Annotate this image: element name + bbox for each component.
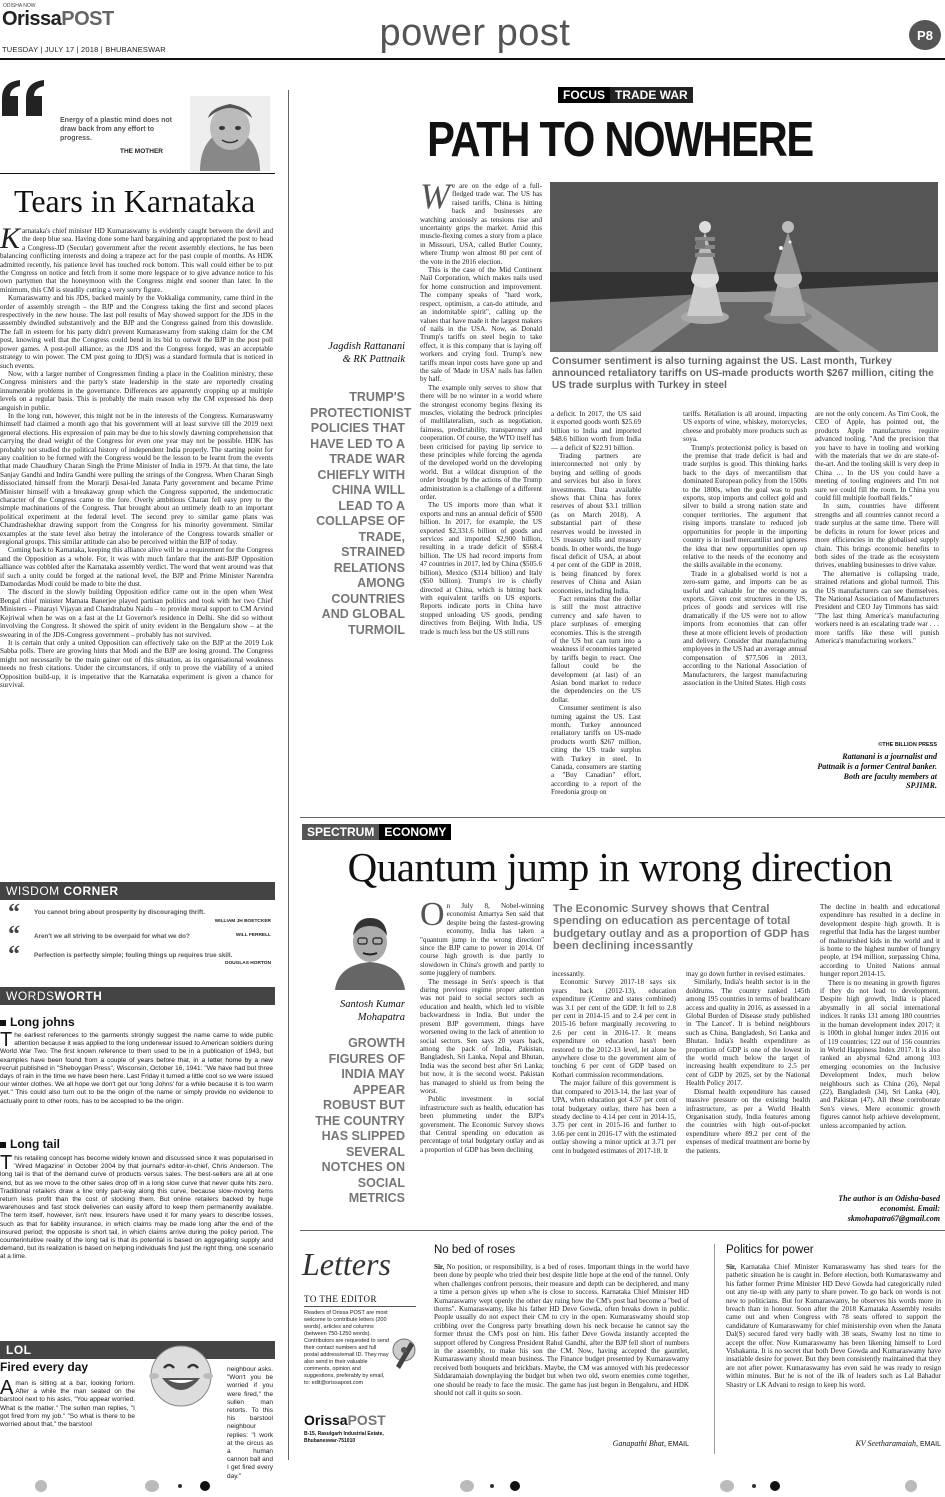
wordsworth-entry-2-title	[0, 1137, 60, 1151]
wordsworth-header	[0, 987, 275, 1005]
wisdom-item	[0, 922, 275, 948]
editorial-paragraph: Coming back to Karnataka, keeping this alliance alive will be a requirement for the Congress and the Opposition as a whole. For, it was with much fanfare that the anti-BJP Opposition alliance was cobbled after the Karnataka assembly verdict. The word that went around was that if such a unity could be forged at the national level, the BJP and Prime Minister Narendra Damodardas Modi could be made to bite the dust.	[0, 546, 273, 589]
second-col-2	[552, 970, 676, 1224]
editorial-body	[0, 222, 273, 855]
letter-signature	[726, 1439, 941, 1448]
second-highlight: The Economic Survey shows that Central spending on education as percentage of total budgetary outlay and as a proportion of GDP has been declining incessantly	[553, 903, 810, 953]
lol-body-right: neighbour asks. "Won't you be worried if you were fired," the sullen man retorts. To this his barstool neighbour replies: "I work at the circus as a human cannon ball and I get fired every day."	[227, 1366, 273, 1480]
portrait-photo	[190, 96, 270, 171]
section-rule	[300, 1230, 945, 1231]
second-paragraph: Public investment in social infrastructure such as health, education has been plummeting under the BJP's government. The Economic Survey shows that Central spending on education as percentage of total budgetary outlay and as a proportion of GDP has been declining	[420, 1095, 544, 1154]
lead-col-4	[815, 410, 939, 742]
tag-economy: ECONOMY	[379, 824, 451, 840]
second-col-4	[820, 903, 940, 1193]
lead-paragraph: Trading partners are interconnected not only by buying and selling of goods and services but also in forex investments. Data available shows that China has forex reserves of about $3.1 trillion (as on March 2018). A substantial part of these reserves would be invested in US treasury bills and treasury bonds. In other words, the huge fiscal deficit of USA, at about 4 per cent of the GDP in 2018, is being financed by forex reserves of China and Asian economies, including India.	[551, 452, 641, 595]
wordsworth-entry-1-title	[0, 1015, 75, 1029]
tag-trade-war: TRADE WAR	[610, 87, 693, 103]
second-col-1	[420, 896, 544, 1224]
editorial-paragraph: Now, with a larger number of Congressmen finding a place in the Coalition ministry, these Congress ministers and the party's state leadership in the state are reportedly creating innumerable problems in the governance. Differences are apparently cropping up at multiple levels on a regular basis. This is probably the main reason why the CM expressed his deep anguish in public.	[0, 369, 273, 412]
letter-signer: Ganapathi Bhat,	[612, 1439, 666, 1448]
registration-marks	[0, 1478, 945, 1494]
logo-tag: ODISHA NOW	[3, 3, 36, 9]
page-number-badge	[909, 20, 941, 50]
lead-paragraph: e are on the edge of a full-fledged trade war. The US has raised tariffs, China is hitting back and businesses are watching anxiously as tensions rise and uncertainty grips the market. Amid this muscle-flexing comes a story from a place in Missouri, USA, called Butler County, where Trump won almost 80 per cent of the vote in the 2016 election.	[420, 182, 542, 266]
letter-signature-suffix: EMAIL	[667, 1441, 689, 1448]
quote-marks-icon	[0, 78, 48, 123]
second-bio: The author is an Odisha-based economist. Email: skmohapatra67@gmail.com	[838, 1194, 940, 1223]
lead-paragraph: tariffs. Retaliation is all around, impacting US exports of wine, whiskey, motorcycles, cheese and probably more products such as soya.	[683, 410, 807, 444]
letter-text: No position, or responsibility, is a bed of roses. Important things in the world have been done by people who tried their best despite little hope at the end of the tunnel. Only when challenges confront persons, their measure and depth can be deciphered, and many a time a person gives up when s/he is close to success. Karnataka Chief Minister HD Kumaraswamy wept openly the other day ruing how the CM's post had become a "bed of thorns". Kumaraswamy, like his father HD Deve Gowda, often breaks down in public. People usually do not expect their CM to cry in the open. Kumaraswamy should stop cribbing over the Congress party breathing down his neck because he cannot say the former thrust the CM's post on him. His father Deve Gowda instantly accepted the support offered by Congress President Rahul Gandhi, after the BJP fell short of numbers in the assembly, to make his son the CM. Now, having accepted the gauntlet, Kumaraswamy should mean business. The Finance budget presented by Kumaraswamy received both bouquets and brickbats. Maybe, the CM was annoyed with his predecessor Siddaramaiah downplaying the budget but when two old, sworn enemies come together, one should be ready to face the music. The game has just begun in Bengaluru, and HDK should not call it quits so soon.	[434, 1263, 689, 1398]
letter-body	[434, 1263, 689, 1433]
letters-title: Letters	[302, 1246, 391, 1282]
editorial-paragraph: In the long run, however, this might not be in the interests of the Congress. Kumaraswamy himself had claimed a month ago that his government will at least survive till the 2019 next general elections. His expression of pain may be due to his slowly dawning comprehension that carrying the dead weight of the Congress for even one year may not be possible. HDK has probably not studied the political history of independent India properly. The starting point for any coalition to be formed with the Congress would be the lesson to be learnt from the events that made Chaudhury Charan Singh the Prime Minister of India in 1979. At that time, the late Sanjay Gandhi and Indira Gandhi were pulling the strings of the Congress. When Charan Singh dissociated himself from the Morarji Desai-led Janata Party government and became Prime Minister himself with a breakaway group which the Congress supported, the undemocratic character of the Congress came to the fore. Overly ambitious Charan fell easy prey to the simple machinations of the Congress. That brought about an untimely death to an important political experiment at the federal level. The second prey to similar game plans was Chandrashekhar drawing support from the Congress for his minority government. Similar examples at the state level also betray the intolerance of the Congress towards smaller or regional groups. This similar attitude can also be perceived within the BJP of today.	[0, 411, 273, 547]
lead-paragraph: Trade in a globalised world is not a zero-sum game, and imports can be as useful and valuable for the economy as exports. Given cost structures in the US, prices of goods and services will rise dramatically if the US were not to allow imports from economies that can offer these at more efficient levels of production and delivery. Consider that manufacturing employees in the US had an average annual compensation of $77,506 in 2013, according to the National Association of Manufacturers, the largest manufacturing association in the United States. High costs	[683, 569, 807, 687]
letters-address: B-15, Rasulgarh Industrial Estate, Bhubaneswar-751010	[304, 1431, 384, 1444]
letter-signer: KV Seetharamaiah,	[855, 1439, 918, 1448]
letters-box	[300, 1236, 420, 1456]
wordsworth-entry-2-text	[0, 1152, 273, 1323]
second-paragraph: may go down further in revised estimates.	[686, 970, 806, 978]
wisdom-header-a: WISDOM	[6, 884, 60, 898]
wisdom-author: WILLIAM JH BOETCKER	[214, 919, 271, 924]
dateline: TUESDAY | JULY 17 | 2018 | BHUBANESWAR	[2, 45, 166, 54]
author-photo	[330, 910, 410, 990]
letter-lead: Sir,	[434, 1263, 445, 1271]
section-rule	[300, 817, 945, 818]
left-rule-1	[0, 173, 275, 174]
author-name: Mohapatra	[357, 1012, 405, 1023]
logo-prefix: Orissa	[304, 1412, 348, 1428]
lead-col-2	[551, 410, 641, 797]
square-bullet-icon	[0, 1020, 6, 1026]
author-name: & RK Pattnaik	[342, 354, 405, 365]
lol-text-right	[137, 1366, 273, 1480]
reg-mark-black	[510, 1481, 520, 1491]
wordsworth-header-b: WORTH	[54, 989, 103, 1003]
second-headline: Quantum jump in wrong direction	[347, 844, 893, 890]
letter-1	[434, 1244, 689, 1454]
lead-bio: Rattanani is a journalist and Pattnaik is a former Central banker. Both are faculty members at SPJIMR.	[817, 752, 937, 791]
letter-signature-suffix: EMAIL	[919, 1441, 941, 1448]
reg-mark-grey	[905, 1480, 917, 1492]
second-author	[300, 998, 405, 1024]
quote-icon: “	[8, 900, 20, 926]
quote-text: Energy of a plastic mind does not draw back from any effort to progress.	[60, 117, 173, 142]
reg-mark-grey	[720, 1480, 734, 1492]
editorial-paragraph: The discord in the slowly building Opposition edifice came out in the open when West Bengal chief minister Mamata Banerjee played partisan politics and took with her two Chief Ministers – Pinarayi Vijayan and Chandrababu Naidu – to provide moral support to CM Arvind Kejriwal when he was on a fast at the Lt Governor's residence in Delhi. She did so without involving the Congress. It showed the spirit of unity evident in the Bengaluru show – at the swearing in of the JDS-Congress government – probably has not survived.	[0, 588, 273, 639]
wordsworth-entry-1-text	[0, 1029, 273, 1132]
lead-paragraph: The example only serves to show that there will be no winner in a world where the strongest economy begins flexing its muscles, violating the bedrock principles of multilateralism, such as negotiation, fairness, predictability, transparency and cooperation. Of course, the WTO itself has been criticised for paying lip service to these principles while forcing the agenda of the developed world on the developing world. But a wildcat disruption of the order brought by the actions of the Trump administration is a challenge of a different order.	[420, 383, 542, 502]
lead-paragraph: Fact remains that the dollar is still the most attractive currency and safe haven to place surpluses of emerging economies. This is the strength of the US but can turn into a weakness if economies targeted by tariffs begin to react. One fallout could be the development (at last) of an Asian bond market to reduce the dependencies on the US dollar.	[551, 594, 641, 704]
letter-title: Politics for power	[726, 1244, 814, 1256]
letter-lead: Sir,	[726, 1263, 737, 1271]
letters-underline	[304, 1306, 416, 1307]
wisdom-item	[0, 900, 275, 926]
wisdom-item	[0, 942, 275, 968]
masthead	[0, 0, 945, 62]
column-divider	[288, 90, 289, 1460]
lead-paragraph: are not the only concern. As Tim Cook, the CEO of Apple, has pointed out, the products Apple manufactures require advanced tooling. "And the precision that you have to have in tooling and working with the materials that we do are state-of-the-art. And the tooling skill is very deep in China … In the US you could have a meeting of tooling engineers and I'm not sure we could fill the room. In China you could fill multiple football fields."	[815, 410, 939, 503]
second-col-3	[686, 970, 810, 1224]
letter-signature	[434, 1439, 689, 1448]
letters-logo	[304, 1412, 386, 1428]
reg-mark-grey	[460, 1480, 474, 1492]
letter-title: No bed of roses	[434, 1244, 516, 1256]
wisdom-quote: You cannot bring about prosperity by discouraging thrift.	[34, 909, 205, 916]
editorial-dropcap: K	[0, 222, 21, 255]
letters-divider	[714, 1244, 715, 1454]
lead-paragraph: The alternative is collapsing trade, strained relations and global turmoil. This the US manufacturers can see themselves. The National Association of Manufacturers President and CEO Jay Timmons has said: "The last thing America's manufacturing workers need is an escalating trade war . . . more tariffs like these will punish America's manufacturing workers."	[815, 569, 939, 645]
editorial-paragraph: It is certain that only a united Opposition can effectively take on the BJP at the 2019 Lok Sabha polls. There are growing hints that Modi and the BJP are losing ground. The Congress might not necessarily be the main gainer out of this situation, as its organisational weakness needs no fresh citations. Under the circumstances, if only to prove the viability of a united Opposition build-up, it is imperative that the Karnataka experiment is given a chance for survival.	[0, 638, 273, 689]
second-paragraph: The major failure of this government is that compared to 2013-14, the last year of UPA, when education got 4.57 per cent of total budgetary outlay, there has been a steady decline to 4.14 per cent in 2014-15, 3.75 per cent in 2015-16 and further to 3.66 per cent in 2016-17 with the estimated outlay showing a minor uptick at 3.71 per cent in budgeted estimates of 2017-18. It	[552, 1079, 676, 1155]
photo-caption: Consumer sentiment is also turning against the US. Last month, Turkey announced retaliatory tariffs on US-made products worth $267 million, citing the US trade surplus with Turkey in steel	[552, 356, 934, 391]
wordsworth-entry-title: Long johns	[10, 1015, 75, 1029]
lead-paragraph: This is the case of the Mid Continent Nail Corporation, which makes nails used for home construction and improvement. The company speaks of "hard work, respect, optimism, a can-do attitude, and an indomitable spirit", calling up the values that have made it the largest makers of nails in the USA. Now, as Donald Trump's tariffs on steel begin to take effect, it is this company that is laying off workers and crying foul. Trump's new tariffs mean input costs have gone up and the sale of 'Made in USA' nails has fallen by half.	[420, 266, 542, 384]
second-paragraph: The decline in health and educational expenditure has resulted in a decline in development despite high growth. It is regretful that India has the largest number of malnourished kids in the world and it is home to the highest number of hungry people, at 194 million, surpassing China, according to United Nations annual hunger report 2014-15.	[820, 903, 940, 979]
wordsworth-entry-body: he earliest references to the garments strongly suggest the name came to wide public attention because it was applied to the long underwear issued to American soldiers during World War Two. The first known reference to them used to be in a publication of 1943, but examples have been found from a couple of years before that, in a letter home by a new recruit published in "Sheboygan Press", Wisconsin, October 16, 1941: "We have had but three days of rain in the time we have been here. Last Friday it turned a little cool so we were issued our winter clothes. We all hope we don't get our 'long Johns' for a while because it is too warm yet." This could also turn out to be the origin of the name or simply provide no evidence to actually point to other roots, has to be accepted to be the origin.	[0, 1032, 273, 1105]
section-title: power post	[379, 12, 571, 54]
wordsworth-header-a: WORDS	[6, 989, 55, 1003]
logo-prefix: Orissa	[2, 8, 62, 30]
reg-mark-dot	[752, 1484, 756, 1488]
wisdom-quote: Aren't we all striving to be overpaid for what we do?	[34, 933, 190, 940]
lead-col-1	[420, 176, 542, 770]
wisdom-header-b: CORNER	[63, 884, 119, 898]
lol-text	[0, 1377, 135, 1450]
second-pull-quote: GROWTH FIGURES OF INDIA MAY APPEAR ROBUST BUT THE COUNTRY HAS SLIPPED SEVERAL NOTCHES ON SOCIAL METRICS	[315, 1036, 405, 1205]
dropcap: T	[0, 1152, 13, 1174]
reg-mark-dot	[178, 1484, 182, 1488]
author-name: Jagdish Rattanani	[328, 341, 405, 352]
lead-paragraph: Trump's protectionist policy is based on the premise that trade deficit is bad and trade surplus is good. This thinking harks back to the days of mercantilism that dominated European policy from the 1500s to the 1800s, when the goal was to push exports, stop imports and collect gold and silver to build a strong nation state and conquer territories. The argument that rising imports translate to reduced job opportunities for people in the importing country is in itself mercantilist and ignores the idea that new opportunities open up relative to the needs of the economy and the skills available in the economy.	[683, 443, 807, 570]
chess-photo	[550, 182, 938, 352]
second-paragraph: Dismal health expenditure has caused massive pressure on the existing health infrastructure, as per a World Health Organisation study, India features among the countries with high out-of-pocket expenditure where 89.2 per cent of the expenses of medical treatment are borne by the patients.	[686, 1087, 810, 1155]
wisdom-author: DOUGLAS HORTON	[224, 961, 271, 966]
pen-icon	[390, 1336, 418, 1377]
logo	[2, 8, 114, 31]
lol-header: LOL	[0, 1341, 275, 1359]
logo-suffix: POST	[347, 1412, 386, 1428]
lead-tags	[558, 86, 693, 104]
editorial-paragraph: Kumaraswamy and his JDS, backed mainly by the Vokkaliga community, came third in the order of assembly strength – the BJP and the Congress taking the first and second places respectively in the new house. The last poll results of May showed support for the JDS in the assembly dwindled substantively and the BJP and the Congress gained from this downslide. The fall in esteem for his party didn't prevent Kumaraswamy from staking claim for the CM post, knowing well that the Congress could bend in its bid to outwit the BJP in the post poll power games. A post-poll alliance, as the JDS and the Congress forged, was an acceptable strategy to win power. The CM post going to JD(S) was a standard formula that is noticed in such events.	[0, 294, 273, 370]
second-paragraph: incessantly.	[552, 970, 585, 978]
reg-mark-black	[770, 1481, 780, 1491]
second-paragraph: Similarly, India's health sector is in the doldrums. The country ranked 145th among 195 countries in terms of healthcare access and quality in 2016, as assessed in a Global Burden of Disease study published in 'The Lancet'. It is behind neighbours such as China, Bangladesh, Sri Lanka and Bhutan. India's health expenditure as proportion of GDP is one of the lowest in the world much below the target of increasing health expenditure to 2.5 per cent of GDP by 2025, set by the National Health Policy 2017.	[686, 978, 810, 1088]
wordsworth-entry-title: Long tail	[10, 1137, 60, 1151]
lead-paragraph: In sum, countries have different strengths and all countries cannot record a trade surplus at the same time. There will be deficits in return for lower prices and more efficiencies in the globalised supply chain. This brings economic benefits to both sides of the trade as the ecosystem thrives, enabling businesses to drive value.	[815, 502, 939, 570]
second-paragraph: Economic Survey 2017-18 says six years back (2012-13), education expenditure (Centre and states combined) was 3.1 per cent of the GDP. It fell to 2.8 per cent in 2014-15 and to 2.4 per cent in 2015-16 before marginally recovering to 2.6 per cent in 2016-17. It means expenditure on education hasn't been restored to the 2012-13 level, let alone be anywhere close to the government aim of touching 6 per cent of GDP based on Kothari commission recommendations.	[552, 978, 676, 1079]
lol-title: Fired every day	[0, 1360, 89, 1374]
lead-dropcap: W	[420, 176, 450, 216]
tag-spectrum: SPECTRUM	[302, 824, 379, 840]
letter-body	[726, 1263, 941, 1433]
lead-paragraph: Consumer sentiment is also turning against the US. Last month, Turkey announced retaliatory tariffs on US-made products worth $267 million, citing the US trade surplus with Turkey in steel. In Canada, consumers are starting a "Buy Canadian" effort, according to a report of the Freedonia group on	[551, 704, 641, 797]
dropcap: A	[0, 1377, 14, 1399]
wordsworth-entry-body: his retailing concept has become widely known and discussed since it was popularised in 'Wired Magazine' in October 2004 by that journal's editor-in-chief, Chris Anderson. The long tail is that of the demand curve of products versus sales. The best-sellers are all at one end, but as we move to the other sales drop off in a long slow curve that never quite hits zero. Traditional retailers draw a line only part-way along this curve, because slow-moving items return less profit than the cost of stocking them. But online retailers backed by huge warehouses and fast stock deliveries can easily afford to keep them permanently available. The term itself, however, isn't new. Insurers have used it for many years to describe losses, such as that for liability insurance, in which claims may be made long after the end of the insured period; the opposite is short tail, in which claims arrive during the policy period. The counterintuitive reality of the long tail is that its potential is based on aggregating supply and demand, but its realization is based on helping individuals find just the right thing, one scenario at a time.	[0, 1155, 273, 1261]
logo-suffix: POST	[61, 8, 114, 30]
quote-icon: “	[8, 922, 20, 948]
wisdom-list	[0, 900, 275, 968]
wisdom-header	[0, 882, 275, 900]
quote-icon: “	[8, 942, 20, 968]
lead-pull-quote: TRUMP'S PROTECTIONIST POLICIES THAT HAVE LED TO A TRADE WAR CHIEFLY WITH CHINA WILL LEAD TO A COLLAPSE OF TRADE, STRAINED RELATIONS AMONG COUNTRIES AND GLOBAL TURMOIL	[310, 390, 412, 637]
reg-mark-grey	[35, 1480, 47, 1492]
letters-subtitle: TO THE EDITOR	[304, 1294, 377, 1304]
lol-body: man is sitting at a bar, looking forlorn. After a while the man seated on the barstool next to his asks, "You appear worried. What is the matter." The sullen man replies, "I got fired from my job." "So what is there to be worried about that," the barstool	[0, 1380, 135, 1429]
lead-headline: PATH TO NOWHERE	[427, 113, 813, 167]
quote-author: THE MOTHER	[120, 148, 163, 155]
dropcap: T	[0, 1029, 13, 1051]
letter-2	[726, 1244, 941, 1454]
second-paragraph: The message in Sen's speech is that during previous regime proper attention was not paid to social sectors such as education and health, which led to visible backwardness in India. But under the present BJP government, things have worsened owing to the lack of attention to social sectors. Sen says 20 years back, among the pack of India, Pakistan, Bangladesh, Sri Lanka, Nepal and Bhutan, India was the second best after Sri Lanka; but now, it is the second worst. Pakistan has managed to shield us from being the worst.	[420, 977, 544, 1095]
reg-mark-grey	[145, 1480, 159, 1492]
square-bullet-icon	[0, 1142, 6, 1148]
page-number: P8	[917, 27, 933, 43]
editorial-paragraph: arnataka's chief minister HD Kumaraswamy is evidently caught between the devil and the deep blue sea. Having done some hard bargaining and appropriated the post to head a Congress-JD (Secular) government after the recent assembly elections, he has been balancing conflicting interests and doing a trapeze act for the past couple of months. As HDK admitted recently, his patience level has touched rock bottom. This wall could either be to put the Congress on notice and fetch from it some more legspace or to give advance notice to his own partymen that the honeymoon with the Congress might end sooner than later. In the minimum, this CM is steadily cutting a very sorry figure.	[0, 227, 273, 294]
second-paragraph: n July 8, Nobel-winning economist Amartya Sen said that despite being the fastest-growing economy, India has taken a "quantum jump in the wrong direction" since the BJP came to power in 2014. Of course high growth is due partly to slowdown in China's growth and partly to some jugglery of numbers.	[420, 902, 544, 978]
press-credit: ©THE BILLION PRESS	[878, 742, 937, 748]
author-name: Santosh Kumar	[339, 999, 405, 1010]
lead-col-3	[683, 410, 807, 770]
reg-mark-dot	[490, 1484, 494, 1488]
second-tags	[302, 823, 451, 841]
masthead-rule	[0, 58, 945, 60]
second-dropcap: O	[420, 896, 445, 933]
wisdom-quote: Perfection is perfectly simple; fouling things up requires true skill.	[34, 952, 233, 959]
tag-focus: FOCUS	[558, 87, 610, 103]
reg-mark-black	[200, 1481, 210, 1491]
editorial-title: Tears in Karnataka	[14, 183, 256, 219]
letter-text: Karnataka Chief Minister Kumaraswamy has shed tears for the pathetic situation he is caught in. Before election, both Kumaraswamy and his father former Prime Minister HD Deve Gowda had categorically ruled out any tie-up with any party to share power. To go back on words is not new to politicians. But for Kumaraswamy, he observes his words more in breach than in honour. Soon after the 2018 Karnataka Assembly results came out and when Congress with 78 seats offered to support the candidature of Kumaraswamy for chief ministership even when the Janata Dal(S) secured fared very badly with 38 seats, Swamy lost no time to accept the offer. Now Kumaraswamy has been likening himself to Lord Vishakanta. It is no secret that both Deve Gowda and Kumaraswamy have insatiable desire for power. But they been consistently maintained that they are not after power. Kumaraswamy has even said he was ready to resign within minutes. But he is not of the ilk of leaders such as Lal Bahadur Shastry or LK Advani to resign to keep his word.	[726, 1263, 941, 1389]
lead-author	[300, 340, 405, 366]
letters-intro: Readers of Orissa POST are most welcome to contribute letters (200 words), articles and columns (between 750-1250 words). Contributors are requested to send their contact numbers and full postal address/email ID. They may also send in their valuable comments, opinion and suggestions, preferably by email, to: edit@orissapost.com	[304, 1310, 389, 1386]
quote-box	[0, 78, 275, 173]
lead-paragraph: a deficit. In 2017, the US said it exported goods worth $25.69 billion to India and imported $48.6 billion worth from India — a deficit of $22.91 billion.	[551, 410, 641, 452]
wisdom-author: WILL FERRELL	[235, 933, 271, 938]
second-paragraph: There is no meaning in growth figures if they do not lead to development. Despite high growth, India is placed abysmally in all social international indices. It ranks 131 among 180 countries in the human development index 2017; it is 100th in global hunger index 2016 out of 119 countries; 122 out of 156 countries in World Happiness Index 2017. It is also ranked an abysmal 62nd among 103 emerging economies on the Inclusive Development Index, much below neighbours such as China (26), Nepal (22), Bangladesh (34), Sri Lanka (40), and Pakistan (47). All these corroborate Sen's views. Mere economic growth figures cannot help achieve development, unless accompanied by action.	[820, 978, 940, 1130]
lead-paragraph: The US imports more than what it exports and runs an annual deficit of $500 billion. In 2017, for example, the US exported $2,331.6 billion of goods and services and imported $2,900 billion, resulting in a trade deficit of $568.4 billion. The US had record imports from 47 countries in 2017, led by China ($505.6 billion), Mexico ($314 billion) and Italy ($50 billion). Trump's ire is chiefly directed at China, which is hitting back with equivalent tariffs on US exports. Reports indicate ports in China have stopped unloading US goods, pending directives from Beijing. With India, US trade is much less but the US still runs	[420, 501, 542, 636]
